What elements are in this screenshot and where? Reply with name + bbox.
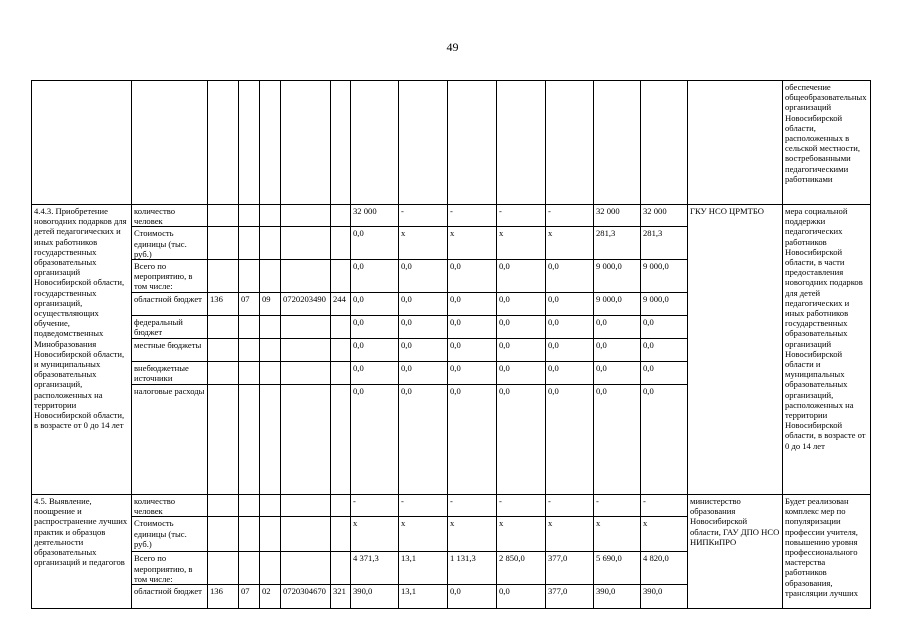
grbs-cell [208, 517, 239, 552]
table-row [32, 205, 871, 227]
value-cell: 0,0 [497, 585, 546, 609]
rz-cell [239, 552, 260, 585]
executor-cell [688, 81, 783, 205]
value-cell: 0,0 [448, 362, 497, 385]
value-cell: 0,0 [351, 339, 399, 362]
page-number: 49 [446, 40, 459, 54]
csr-cell [281, 316, 331, 339]
indicator-label: Всего по мероприятию, в том числе: [132, 260, 208, 293]
value-cell: 0,0 [497, 316, 546, 339]
pr-cell [260, 339, 281, 362]
rz-cell [239, 362, 260, 385]
value-cell: 0,0 [448, 316, 497, 339]
vr-cell [331, 205, 351, 227]
csr-cell [281, 260, 331, 293]
value-cell: 0,0 [448, 293, 497, 316]
vr-cell [331, 260, 351, 293]
csr-cell: 0720304670 [281, 585, 331, 609]
value-cell: 281,3 [594, 227, 641, 260]
value-cell: 9 000,0 [641, 293, 688, 316]
pr-cell [260, 81, 281, 205]
value-cell: 4 371,3 [351, 552, 399, 585]
continuation-row [32, 81, 871, 205]
value-cell: х [546, 517, 594, 552]
value-cell: - [399, 205, 448, 227]
rz-cell [239, 495, 260, 517]
pr-cell [260, 385, 281, 495]
csr-cell [281, 362, 331, 385]
value-cell: 390,0 [641, 585, 688, 609]
value-cell: 0,0 [448, 585, 497, 609]
value-cell: 281,3 [641, 227, 688, 260]
pr-cell [260, 552, 281, 585]
vr-cell [331, 227, 351, 260]
grbs-cell [208, 81, 239, 205]
vr-cell: 244 [331, 293, 351, 316]
indicator-label: налоговые расходы [132, 385, 208, 495]
csr-cell [281, 552, 331, 585]
value-cell: - [546, 205, 594, 227]
value-cell: 0,0 [546, 385, 594, 495]
pr-cell [260, 227, 281, 260]
grbs-cell [208, 205, 239, 227]
rz-cell [239, 81, 260, 205]
value-cell: 2 850,0 [497, 552, 546, 585]
indicator-label: областной бюджет [132, 585, 208, 609]
value-cell: 0,0 [351, 260, 399, 293]
value-cell: 0,0 [497, 293, 546, 316]
value-cell: 9 000,0 [641, 260, 688, 293]
rz-cell [239, 227, 260, 260]
value-cell: 0,0 [399, 362, 448, 385]
value-cell: 0,0 [399, 293, 448, 316]
value-cell: 0,0 [351, 316, 399, 339]
value-cell: 0,0 [641, 316, 688, 339]
executor-cell: министерство образования Новосибирской области, ГАУ ДПО НСО НИПКиПРО [688, 495, 783, 609]
value-cell: 0,0 [399, 385, 448, 495]
indicator-label: внебюджетные источники [132, 362, 208, 385]
value-cell: 0,0 [448, 339, 497, 362]
value-cell [594, 81, 641, 205]
activity-name-cell [32, 81, 132, 205]
value-cell: 0,0 [351, 227, 399, 260]
value-cell: 0,0 [448, 385, 497, 495]
grbs-cell [208, 385, 239, 495]
value-cell: - [448, 495, 497, 517]
pr-cell [260, 517, 281, 552]
vr-cell [331, 362, 351, 385]
pr-cell [260, 205, 281, 227]
grbs-cell [208, 552, 239, 585]
value-cell: 32 000 [351, 205, 399, 227]
value-cell: 377,0 [546, 585, 594, 609]
vr-cell [331, 316, 351, 339]
rz-cell: 07 [239, 585, 260, 609]
grbs-cell [208, 339, 239, 362]
pr-cell: 02 [260, 585, 281, 609]
value-cell: 0,0 [497, 260, 546, 293]
value-cell: х [641, 517, 688, 552]
value-cell: х [448, 227, 497, 260]
rz-cell: 07 [239, 293, 260, 316]
vr-cell [331, 339, 351, 362]
executor-cell: ГКУ НСО ЦРМТБО [688, 205, 783, 495]
grbs-cell [208, 362, 239, 385]
vr-cell [331, 81, 351, 205]
value-cell: х [594, 517, 641, 552]
value-cell: 0,0 [594, 339, 641, 362]
rz-cell [239, 205, 260, 227]
value-cell: 0,0 [641, 339, 688, 362]
csr-cell: 0720203490 [281, 293, 331, 316]
value-cell: - [594, 495, 641, 517]
vr-cell: 321 [331, 585, 351, 609]
pr-cell [260, 316, 281, 339]
value-cell: - [546, 495, 594, 517]
value-cell: - [448, 205, 497, 227]
value-cell: 32 000 [594, 205, 641, 227]
result-cell: Будет реализован комплекс мер по популяризации профессии учителя, повышению уровня профессионального мастерства работников образования, трансляции лучших [783, 495, 871, 609]
vr-cell [331, 517, 351, 552]
value-cell: х [497, 517, 546, 552]
value-cell: 0,0 [594, 316, 641, 339]
csr-cell [281, 339, 331, 362]
value-cell: - [497, 495, 546, 517]
value-cell: 377,0 [546, 552, 594, 585]
rz-cell [239, 260, 260, 293]
grbs-cell [208, 495, 239, 517]
value-cell: х [399, 227, 448, 260]
value-cell: 0,0 [594, 385, 641, 495]
value-cell: х [497, 227, 546, 260]
value-cell: 0,0 [497, 385, 546, 495]
value-cell: х [546, 227, 594, 260]
pr-cell: 09 [260, 293, 281, 316]
value-cell: х [399, 517, 448, 552]
value-cell [399, 81, 448, 205]
grbs-cell [208, 227, 239, 260]
value-cell: 4 820,0 [641, 552, 688, 585]
result-cell: мера социальной поддержки педагогических работников Новосибирской области, в части предоставления новогодних подарков для детей педагогических и иных работников государственных образовательных организаций Новосибирской области и муниципальных образовательных организаций, расположенных на территории Новосибирской области, в возрасте от 0 до 14 лет [783, 205, 871, 495]
value-cell: 0,0 [546, 316, 594, 339]
csr-cell [281, 81, 331, 205]
value-cell: 0,0 [546, 260, 594, 293]
value-cell: 13,1 [399, 585, 448, 609]
value-cell: 9 000,0 [594, 293, 641, 316]
grbs-cell: 136 [208, 585, 239, 609]
result-cell: обеспечение общеобразовательных организаций Новосибирской области, расположенных в сельской местности, востребованными педагогическими работниками [783, 81, 871, 205]
activity-name-cell: 4.4.3. Приобретение новогодних подарков для детей педагогических и иных работников государственных образовательных организаций Новосибирской области, государственных организаций, осуществляющих обучение, подведомственных Минобразования Новосибирской области, и муниципальных образовательных организаций, расположенных на территории Новосибирской области, в возрасте от 0 до 14 лет [32, 205, 132, 495]
grbs-cell [208, 316, 239, 339]
value-cell [641, 81, 688, 205]
pr-cell [260, 362, 281, 385]
csr-cell [281, 517, 331, 552]
indicator-label: Стоимость единицы (тыс. руб.) [132, 517, 208, 552]
value-cell: 0,0 [351, 385, 399, 495]
value-cell [351, 81, 399, 205]
indicator-label: областной бюджет [132, 293, 208, 316]
rz-cell [239, 316, 260, 339]
vr-cell [331, 552, 351, 585]
value-cell: 0,0 [399, 316, 448, 339]
value-cell [497, 81, 546, 205]
program-activities-table [31, 80, 871, 609]
value-cell [448, 81, 497, 205]
value-cell: - [497, 205, 546, 227]
value-cell: 0,0 [399, 260, 448, 293]
indicator-label: Всего по мероприятию, в том числе: [132, 552, 208, 585]
indicator-label: Стоимость единицы (тыс. руб.) [132, 227, 208, 260]
value-cell: 0,0 [546, 293, 594, 316]
value-cell: 0,0 [351, 362, 399, 385]
vr-cell [331, 385, 351, 495]
rz-cell [239, 385, 260, 495]
value-cell: 0,0 [497, 362, 546, 385]
value-cell: - [399, 495, 448, 517]
value-cell: 32 000 [641, 205, 688, 227]
table-row [32, 495, 871, 517]
csr-cell [281, 495, 331, 517]
value-cell: 0,0 [399, 339, 448, 362]
indicator-label: количество человек [132, 205, 208, 227]
vr-cell [331, 495, 351, 517]
value-cell: - [641, 495, 688, 517]
indicator-label: местные бюджеты [132, 339, 208, 362]
value-cell: 5 690,0 [594, 552, 641, 585]
indicator-cell [132, 81, 208, 205]
pr-cell [260, 495, 281, 517]
value-cell: 0,0 [594, 362, 641, 385]
value-cell: 0,0 [641, 362, 688, 385]
value-cell: 0,0 [351, 293, 399, 316]
value-cell: - [351, 495, 399, 517]
grbs-cell: 136 [208, 293, 239, 316]
grbs-cell [208, 260, 239, 293]
value-cell: х [351, 517, 399, 552]
value-cell: 390,0 [594, 585, 641, 609]
value-cell: 390,0 [351, 585, 399, 609]
pr-cell [260, 260, 281, 293]
value-cell: 0,0 [448, 260, 497, 293]
value-cell: 9 000,0 [594, 260, 641, 293]
indicator-label: федеральный бюджет [132, 316, 208, 339]
value-cell [546, 81, 594, 205]
value-cell: 1 131,3 [448, 552, 497, 585]
indicator-label: количество человек [132, 495, 208, 517]
value-cell: 13,1 [399, 552, 448, 585]
rz-cell [239, 517, 260, 552]
csr-cell [281, 227, 331, 260]
value-cell: 0,0 [497, 339, 546, 362]
value-cell: 0,0 [546, 362, 594, 385]
rz-cell [239, 339, 260, 362]
value-cell: 0,0 [546, 339, 594, 362]
csr-cell [281, 205, 331, 227]
value-cell: х [448, 517, 497, 552]
csr-cell [281, 385, 331, 495]
activity-name-cell: 4.5. Выявление, поощрение и распространение лучших практик и образцов деятельности образовательных организаций и педагогов [32, 495, 132, 609]
value-cell: 0,0 [641, 385, 688, 495]
